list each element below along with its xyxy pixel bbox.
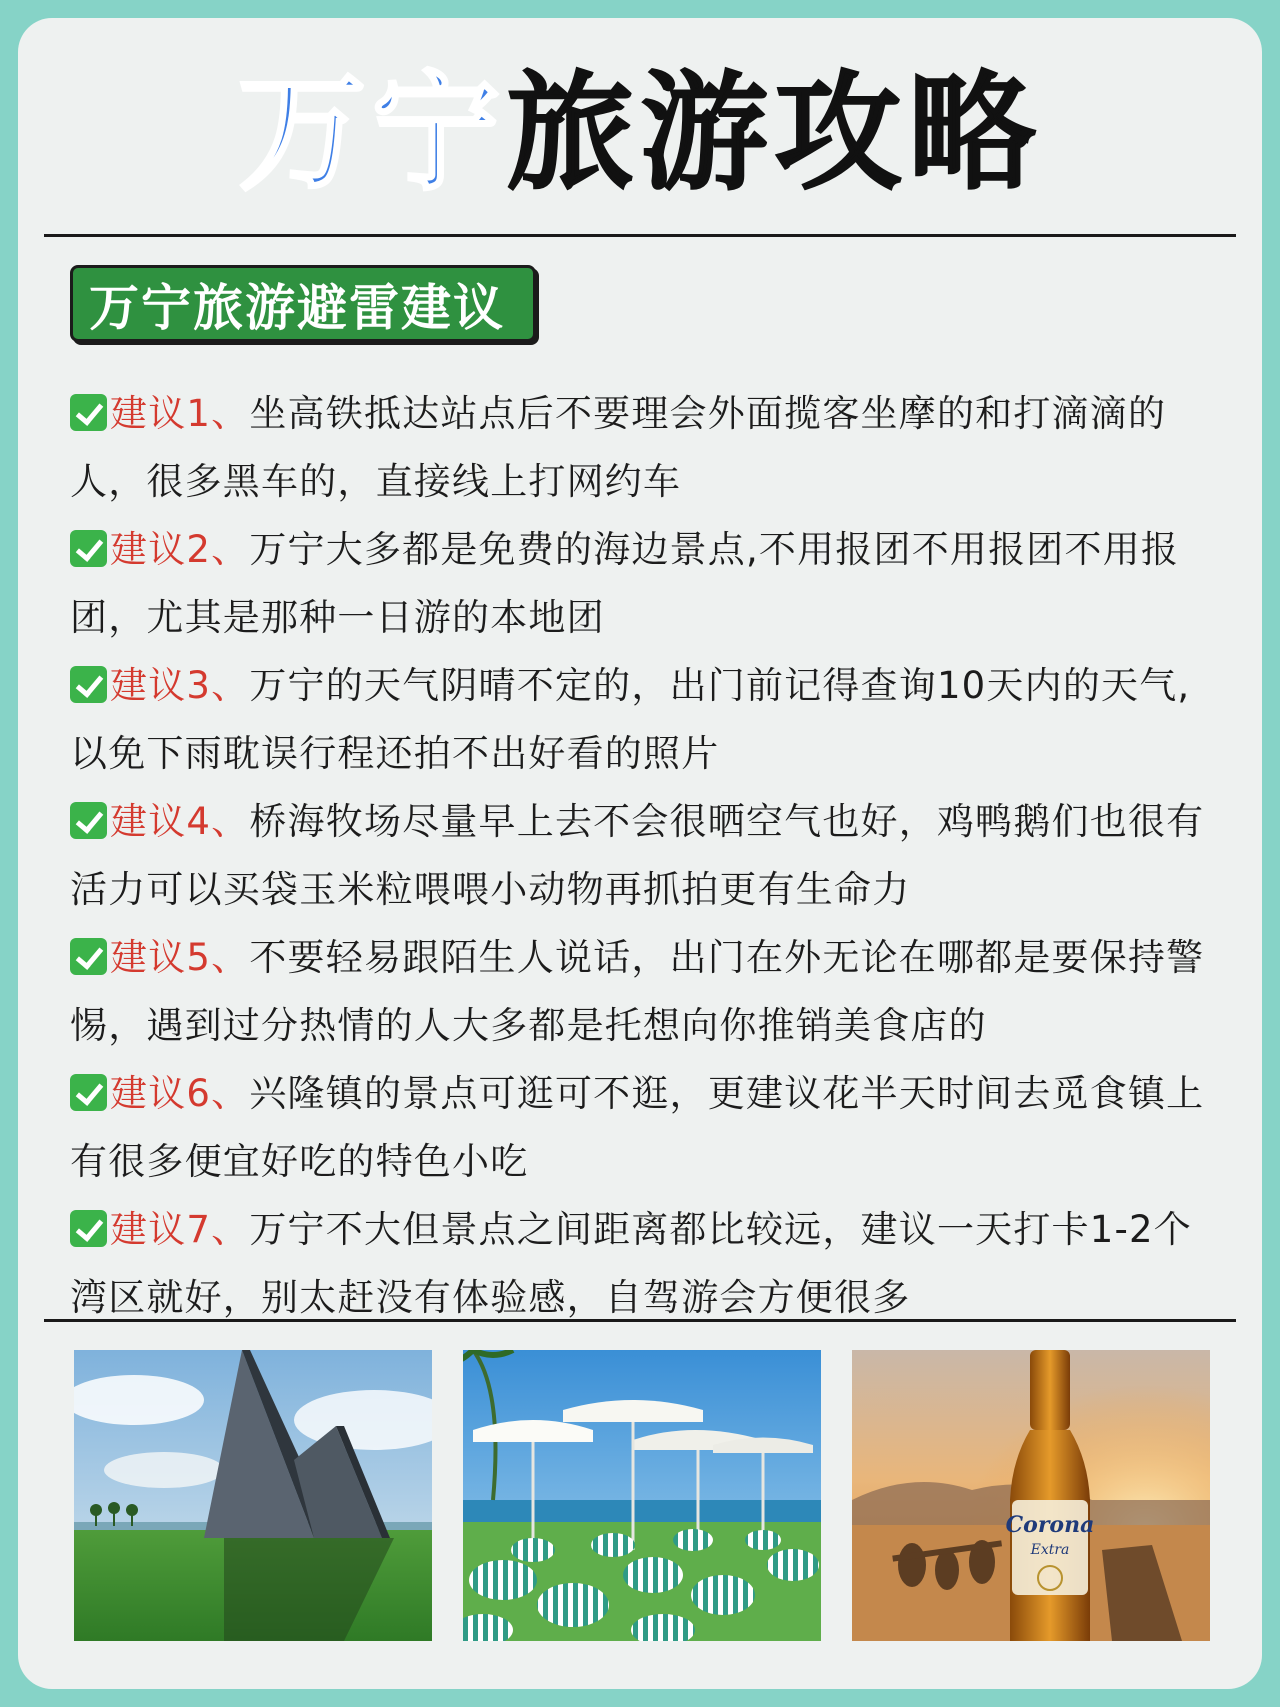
tip-item xyxy=(70,652,1220,788)
tip-label: 建议2、 xyxy=(110,528,250,571)
top-divider xyxy=(44,234,1236,237)
tip-item xyxy=(70,1060,1220,1196)
tip-text: 万宁不大但景点之间距离都比较远，建议一天打卡1-2个湾区就好，别太赶没有体验感，自驾游会方便很多 xyxy=(70,1208,1192,1319)
tip-label: 建议1、 xyxy=(110,392,250,435)
title-main: 旅游攻略 xyxy=(506,59,1043,208)
tip-label: 建议4、 xyxy=(110,800,250,843)
check-mark-icon xyxy=(70,938,107,975)
bottle-subtitle: Extra xyxy=(1030,1542,1070,1558)
tip-label: 建议6、 xyxy=(110,1072,250,1115)
check-mark-icon xyxy=(70,1210,107,1247)
tip-text: 不要轻易跟陌生人说话，出门在外无论在哪都是要保持警惕，遇到过分热情的人大多都是托想向你推销美食店的 xyxy=(70,936,1205,1047)
tip-item xyxy=(70,380,1220,516)
tip-text: 坐高铁抵达站点后不要理会外面揽客坐摩的和打滴滴的人，很多黑车的，直接线上打网约车 xyxy=(70,392,1167,503)
tip-label: 建议3、 xyxy=(110,664,250,707)
photo-chapel xyxy=(74,1350,432,1641)
tips-list xyxy=(70,380,1220,1332)
tip-label: 建议7、 xyxy=(110,1208,250,1251)
check-mark-icon xyxy=(70,666,107,703)
title-highlight: 万宁 xyxy=(237,59,506,208)
tip-text: 万宁大多都是免费的海边景点,不用报团不用报团不用报团，尤其是那种一日游的本地团 xyxy=(70,528,1180,639)
check-mark-icon xyxy=(70,530,107,567)
tip-text: 兴隆镇的景点可逛可不逛，更建议花半天时间去觅食镇上有很多便宜好吃的特色小吃 xyxy=(70,1072,1205,1183)
bottom-divider xyxy=(44,1319,1236,1322)
sunset-beer-image xyxy=(852,1350,1210,1641)
page-title xyxy=(18,59,1262,208)
photo-strip xyxy=(74,1350,1210,1641)
check-mark-icon xyxy=(70,394,107,431)
beach-lounge-image xyxy=(463,1350,821,1641)
chapel-image xyxy=(74,1350,432,1641)
guide-card xyxy=(18,18,1262,1689)
bottle-brand: Corona xyxy=(1005,1512,1095,1538)
check-mark-icon xyxy=(70,802,107,839)
section-badge: 万宁旅游避雷建议 xyxy=(70,265,536,342)
tip-item xyxy=(70,1196,1220,1332)
tip-text: 万宁的天气阴晴不定的，出门前记得查询10天内的天气,以免下雨耽误行程还拍不出好看的照片 xyxy=(70,664,1191,775)
photo-sunset-beer xyxy=(852,1350,1210,1641)
check-mark-icon xyxy=(70,1074,107,1111)
tip-item xyxy=(70,516,1220,652)
photo-beach-lounge xyxy=(463,1350,821,1641)
tip-item xyxy=(70,924,1220,1060)
tip-text: 桥海牧场尽量早上去不会很晒空气也好，鸡鸭鹅们也很有活力可以买袋玉米粒喂喂小动物再抓拍更有生命力 xyxy=(70,800,1205,911)
tip-item xyxy=(70,788,1220,924)
tip-label: 建议5、 xyxy=(110,936,250,979)
